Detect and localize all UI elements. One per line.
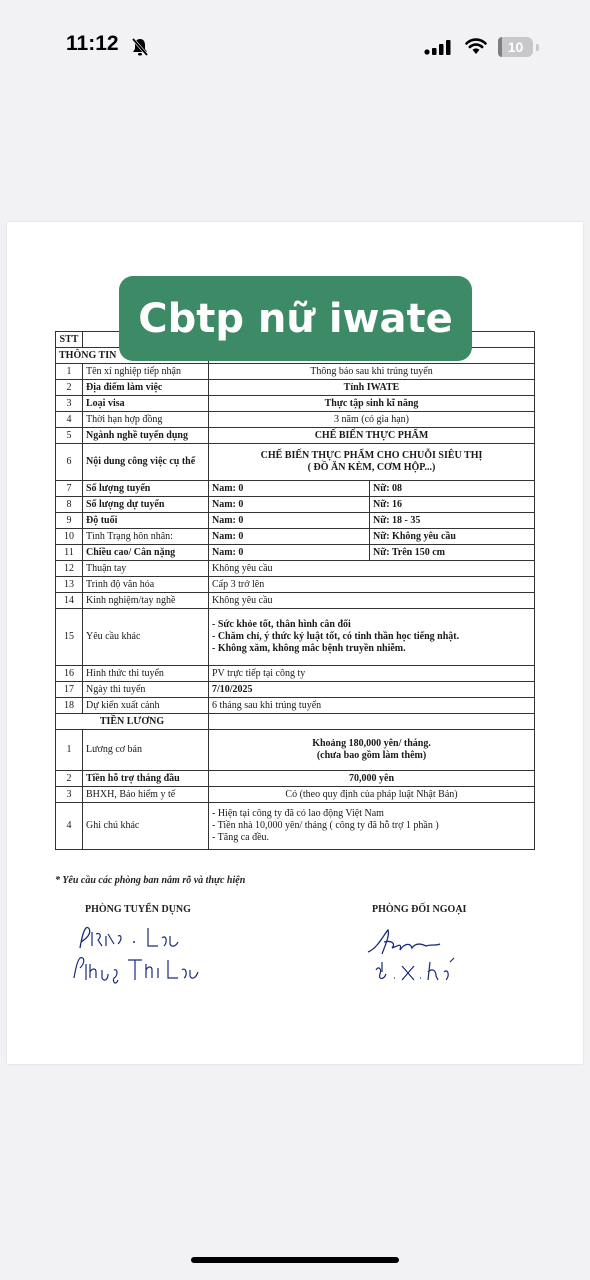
row-number: 16 <box>56 666 83 682</box>
row-number: 8 <box>56 497 83 513</box>
table-row <box>56 412 535 428</box>
row-number: 6 <box>56 444 83 481</box>
table-row <box>56 561 535 577</box>
table-row <box>56 609 535 666</box>
row-label: Địa điểm làm việc <box>83 380 209 396</box>
row-value: Thông báo sau khi trúng tuyển <box>209 364 535 380</box>
recruitment-table <box>55 331 535 850</box>
row-value <box>209 730 535 771</box>
row-label: Loại visa <box>83 396 209 412</box>
battery-tip <box>536 44 539 51</box>
row-number: 2 <box>56 380 83 396</box>
row-label: Độ tuổi <box>83 513 209 529</box>
female-value: Nữ: Không yêu cầu <box>370 529 535 545</box>
list-item: - Sức khỏe tốt, thân hình cân đối <box>212 619 351 630</box>
row-number: 1 <box>56 730 83 771</box>
row-number: 18 <box>56 698 83 714</box>
dept-external-affairs: PHÒNG ĐỐI NGOẠI <box>372 904 467 915</box>
row-number: 3 <box>56 787 83 803</box>
row-label: Ghi chú khác <box>83 803 209 850</box>
male-value: Nam: 0 <box>209 545 370 561</box>
section-salary-title: TIỀN LƯƠNG <box>56 714 209 730</box>
row-value-line: ( ĐỒ ĂN KÈM, CƠM HỘP...) <box>307 462 436 473</box>
table-row <box>56 593 535 609</box>
table-row <box>56 682 535 698</box>
row-value: Không yêu cầu <box>209 561 535 577</box>
row-number: 14 <box>56 593 83 609</box>
cellular-signal-icon <box>424 38 454 56</box>
table-row <box>56 577 535 593</box>
row-value: PV trực tiếp tại công ty <box>209 666 535 682</box>
table-row <box>56 428 535 444</box>
female-value: Nữ: 16 <box>370 497 535 513</box>
home-indicator[interactable] <box>191 1257 399 1263</box>
table-row <box>56 698 535 714</box>
list-item: - Tiền nhà 10,000 yên/ tháng ( công ty đã hỗ trợ 1 phần ) <box>212 820 439 831</box>
male-value: Nam: 0 <box>209 513 370 529</box>
row-number: 15 <box>56 609 83 666</box>
row-number: 17 <box>56 682 83 698</box>
dept-recruitment: PHÒNG TUYỂN DỤNG <box>85 904 191 915</box>
row-number: 4 <box>56 412 83 428</box>
clock-time: 11:12 <box>66 32 119 55</box>
row-number: 11 <box>56 545 83 561</box>
overlay-title-badge: Cbtp nữ iwate <box>119 276 472 361</box>
signature-external-affairs <box>362 922 482 992</box>
row-label: Tên xí nghiệp tiếp nhận <box>83 364 209 380</box>
row-value: 70,000 yên <box>209 771 535 787</box>
row-label: Hình thức thi tuyển <box>83 666 209 682</box>
row-label: Lương cơ bản <box>83 730 209 771</box>
row-number: 12 <box>56 561 83 577</box>
row-number: 4 <box>56 803 83 850</box>
table-row <box>56 730 535 771</box>
row-value <box>209 803 535 850</box>
row-label: Thuận tay <box>83 561 209 577</box>
section-info-title: THÔNG TIN <box>56 348 209 364</box>
table-row <box>56 364 535 380</box>
list-item: - Tăng ca đều. <box>212 832 270 843</box>
row-label: Trình độ văn hóa <box>83 577 209 593</box>
status-bar <box>0 0 590 95</box>
list-item: - Chăm chỉ, ý thức kỷ luật tốt, có tinh thần học tiếng nhật. <box>212 631 460 642</box>
battery-icon <box>498 37 533 57</box>
female-value: Nữ: 08 <box>370 481 535 497</box>
footnote: * Yêu cầu các phòng ban nắm rõ và thực hiện <box>55 875 246 886</box>
table-row <box>56 803 535 850</box>
row-number: 10 <box>56 529 83 545</box>
wifi-icon <box>464 37 488 55</box>
table-row <box>56 497 535 513</box>
row-label: Số lượng tuyển <box>83 481 209 497</box>
signature-recruitment <box>62 920 212 990</box>
row-label: BHXH, Bảo hiểm y tế <box>83 787 209 803</box>
row-value: Có (theo quy định của pháp luật Nhật Bản) <box>209 787 535 803</box>
row-label: Thời hạn hợp đồng <box>83 412 209 428</box>
row-number: 7 <box>56 481 83 497</box>
row-label: Ngành nghề tuyển dụng <box>83 428 209 444</box>
row-label: Số lượng dự tuyển <box>83 497 209 513</box>
table-row <box>56 529 535 545</box>
table-row <box>56 666 535 682</box>
section-salary-row <box>56 714 535 730</box>
row-value <box>209 609 535 666</box>
row-value: 3 năm (có gia hạn) <box>209 412 535 428</box>
table-row <box>56 513 535 529</box>
row-number: 3 <box>56 396 83 412</box>
table-row <box>56 481 535 497</box>
row-value: CHẾ BIẾN THỰC PHẨM <box>209 428 535 444</box>
table-row <box>56 771 535 787</box>
row-label: Dự kiến xuất cảnh <box>83 698 209 714</box>
row-number: 9 <box>56 513 83 529</box>
table-row <box>56 444 535 481</box>
table-row <box>56 396 535 412</box>
row-label: Kinh nghiệm/tay nghề <box>83 593 209 609</box>
table-row <box>56 380 535 396</box>
row-label: Yêu cầu khác <box>83 609 209 666</box>
row-value-line: CHẾ BIẾN THỰC PHẨM CHO CHUỖI SIÊU THỊ <box>260 450 483 461</box>
row-value-line: (chưa bao gồm làm thêm) <box>316 750 427 761</box>
row-label: Ngày thi tuyển <box>83 682 209 698</box>
row-value: Tỉnh IWATE <box>209 380 535 396</box>
row-label: Tiền hỗ trợ tháng đầu <box>83 771 209 787</box>
row-number: 5 <box>56 428 83 444</box>
male-value: Nam: 0 <box>209 481 370 497</box>
row-number: 1 <box>56 364 83 380</box>
row-value: 6 tháng sau khi trúng tuyển <box>209 698 535 714</box>
row-number: 2 <box>56 771 83 787</box>
female-value: Nữ: 18 - 35 <box>370 513 535 529</box>
list-item: - Hiện tại công ty đã có lao động Việt Nam <box>212 808 384 819</box>
row-value: Thực tập sinh kĩ năng <box>209 396 535 412</box>
male-value: Nam: 0 <box>209 529 370 545</box>
row-value: 7/10/2025 <box>209 682 535 698</box>
row-label: Tình Trạng hôn nhân: <box>83 529 209 545</box>
header-stt: STT <box>56 332 83 348</box>
male-value: Nam: 0 <box>209 497 370 513</box>
list-item: - Không xăm, không mắc bệnh truyền nhiễm. <box>212 643 406 654</box>
row-value-line: Khoảng 180,000 yên/ tháng. <box>312 738 431 749</box>
female-value: Nữ: Trên 150 cm <box>370 545 535 561</box>
silent-bell-icon <box>130 37 150 57</box>
row-value: Cấp 3 trở lên <box>209 577 535 593</box>
row-value <box>209 444 535 481</box>
row-number: 13 <box>56 577 83 593</box>
battery-percent: 10 <box>507 39 524 55</box>
table-row <box>56 787 535 803</box>
row-label: Chiều cao/ Cân nặng <box>83 545 209 561</box>
row-label: Nội dung công việc cụ thể <box>83 444 209 481</box>
row-value: Không yêu cầu <box>209 593 535 609</box>
table-row <box>56 545 535 561</box>
